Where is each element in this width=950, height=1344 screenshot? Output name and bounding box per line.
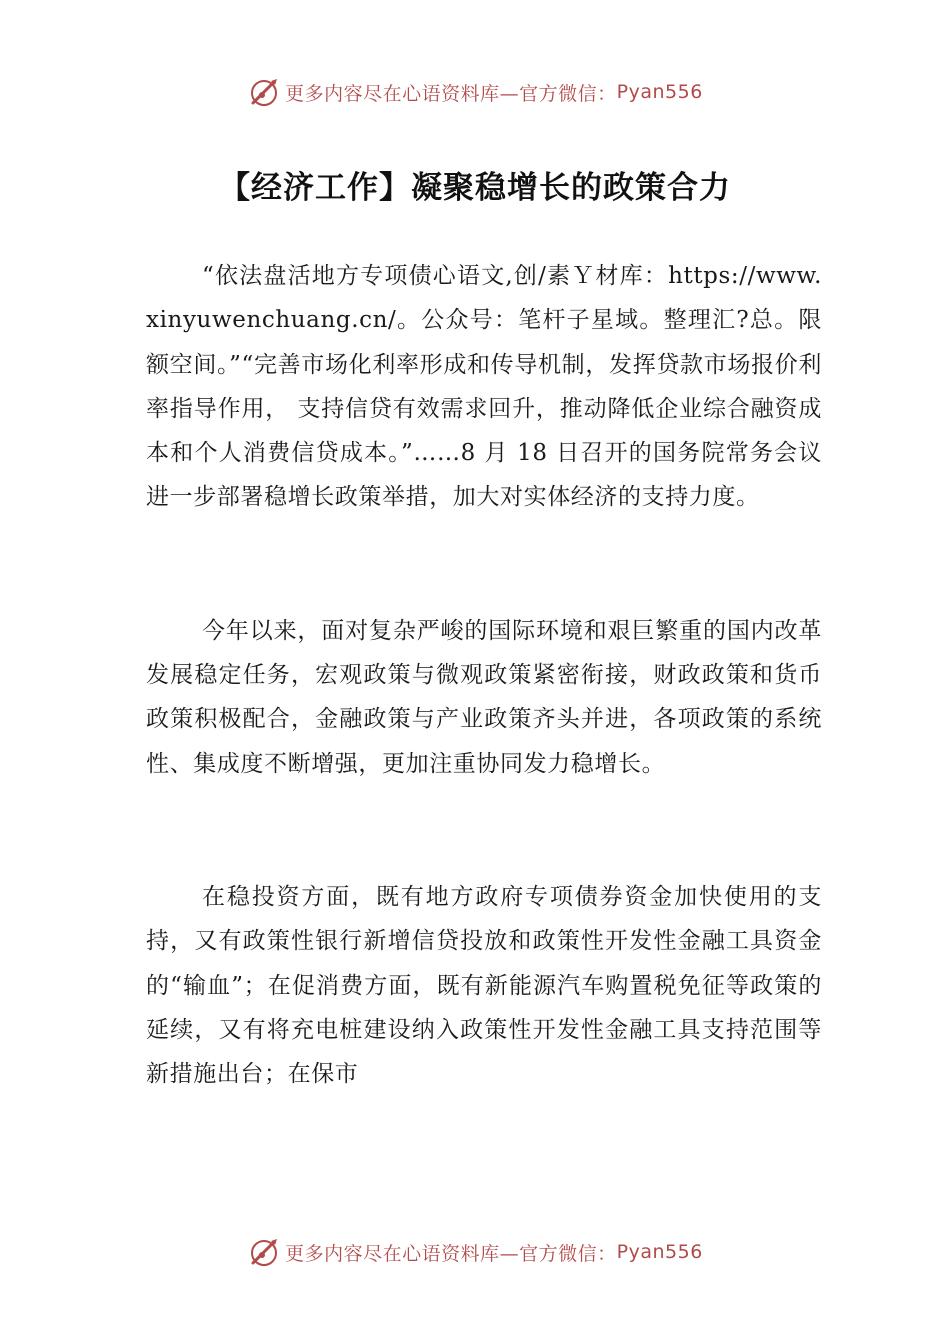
brand-logo-icon <box>247 75 281 109</box>
paragraph: “依法盘活地方专项债心语文,创/素Ｙ材库：https://www.xinyuwenchuang.cn/。公众号：笔杆子星域。整理汇?总。限额空间。”“完善市场化利率形成和传导机制，发挥贷款市场报价利率指导作用， 支持信贷有效需求回升，推动降低企业综合融资成本和个人消费信贷成本。”……8 月 18 日召开的国务院常务会议进一步部署稳增长政策举措，加大对实体经济的支持力度。 <box>146 263 822 511</box>
article-title: 【经济工作】凝聚稳增长的政策合力 <box>219 170 731 206</box>
paragraph: 在稳投资方面，既有地方政府专项债券资金加快使用的支持，又有政策性银行新增信贷投放和政策性开发性金融工具资金的“输血”；在促消费方面，既有新能源汽车购置税免征等政策的延续，又有将充电桩建设纳入政策性开发性金融工具支持范围等新措施出台；在保市 <box>146 883 822 1088</box>
paragraph: 今年以来，面对复杂严峻的国际环境和艰巨繁重的国内改革发展稳定任务，宏观政策与微观政策紧密衔接，财政政策和货币政策积极配合，金融政策与产业政策齐头并进，各项政策的系统性、集成度不断增强，更加注重协同发力稳增长。 <box>146 617 822 777</box>
banner-wechat-id: Pyan556 <box>616 81 703 103</box>
banner-text: 更多内容尽在心语资料库—官方微信： <box>285 1242 617 1265</box>
article-body <box>146 254 822 1185</box>
brand-logo-icon <box>247 1235 281 1269</box>
header-banner <box>0 72 950 112</box>
footer-banner <box>0 1232 950 1272</box>
banner-wechat-id: Pyan556 <box>616 1241 703 1263</box>
banner-text: 更多内容尽在心语资料库—官方微信： <box>285 82 617 105</box>
